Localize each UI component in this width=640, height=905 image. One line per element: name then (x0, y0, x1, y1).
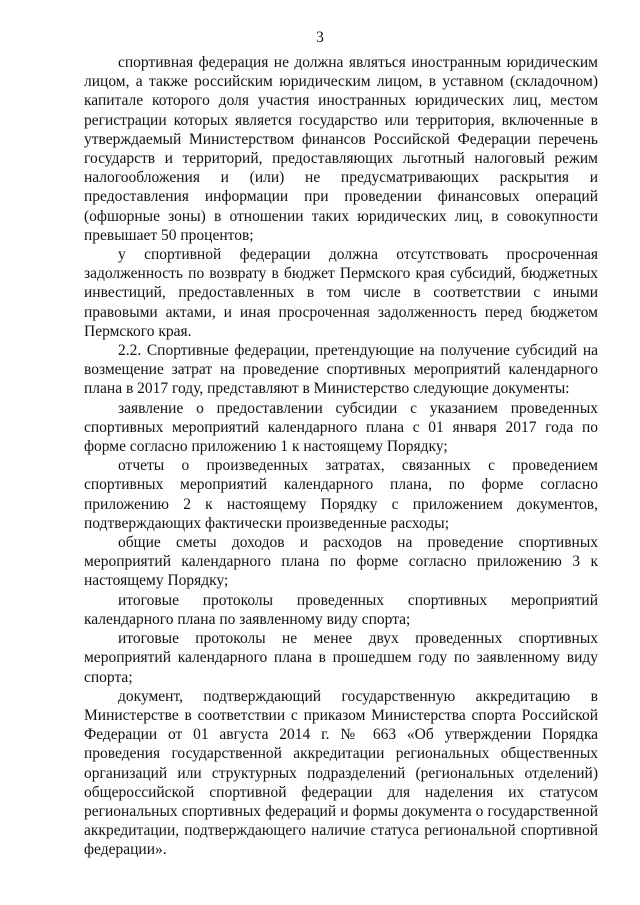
paragraph-2-2-documents-intro: 2.2. Спортивные федерации, претендующие на получение субсидий на возмещение затрат на проведение спортивных мероприятий календарного плана в 2017 году, представляют в Министерство следующие документы: (84, 342, 598, 398)
paragraph-no-overdue-debt: у спортивной федерации должна отсутствовать просроченная задолженность по возврату в бюджет Пермского края субсидий, бюджетных инвестиций, предоставленных в том числе в соответствии с иными правовыми актами, и иная просроченная задолженность перед бюджетом Пермского края. (84, 246, 598, 340)
paragraph-final-protocols: итоговые протоколы проведенных спортивных мероприятий календарного плана по заявленному виду спорта; (84, 591, 598, 628)
document-body (84, 53, 598, 860)
paragraph-accreditation-document: документ, подтверждающий государственную аккредитацию в Министерстве в соответствии с приказом Министерства спорта Российской Федерации от 01 августа 2014 г. № 663 «Об утверждении Порядка проведения государственной аккредитации региональных общественных организаций или структурных подразделений (региональных отделений) общероссийской спортивной федерации для наделения их статусом региональных спортивных федераций и формы документа о государственной аккредитации, подтверждающего наличие статуса региональной спортивной федерации». (84, 687, 598, 859)
paragraph-application: заявление о предоставлении субсидии с указанием проведенных спортивных мероприятий календарного плана с 01 января 2017 года по форме согласно приложению 1 к настоящему Порядку; (84, 399, 598, 456)
paragraph-budget-estimates: общие сметы доходов и расходов на проведение спортивных мероприятий календарного плана по форме согласно приложению 3 к настоящему Порядку; (84, 534, 598, 590)
paragraph-expense-reports: отчеты о произведенных затратах, связанных с проведением спортивных мероприятий календарного плана, по форме согласно приложению 2 к настоящему Порядку с приложением документов, подтверждающих фактически произведенные расходы; (84, 457, 598, 532)
page-number: 3 (316, 29, 324, 46)
paragraph-foreign-entity-requirement: спортивная федерация не должна являться иностранным юридическим лицом, а также российским юридическим лицом, в уставном (складочном) капитале которого доля участия иностранных юридических лиц, местом регистрации которых является государство или территория, включенные в утверждаемый Министерством финансов Российской Федерации перечень государств и территорий, предоставляющих льготный налоговый режим налогообложения и (или) не предусматривающих раскрытия и предоставления информации при проведении финансовых операций (офшорные зоны) в отношении таких юридических лиц, в совокупности превышает 50 процентов; (84, 54, 598, 244)
paragraph-previous-year-protocols: итоговые протоколы не менее двух проведенных спортивных мероприятий календарного плана в прошедшем году по заявленному виду спорта; (84, 630, 598, 686)
